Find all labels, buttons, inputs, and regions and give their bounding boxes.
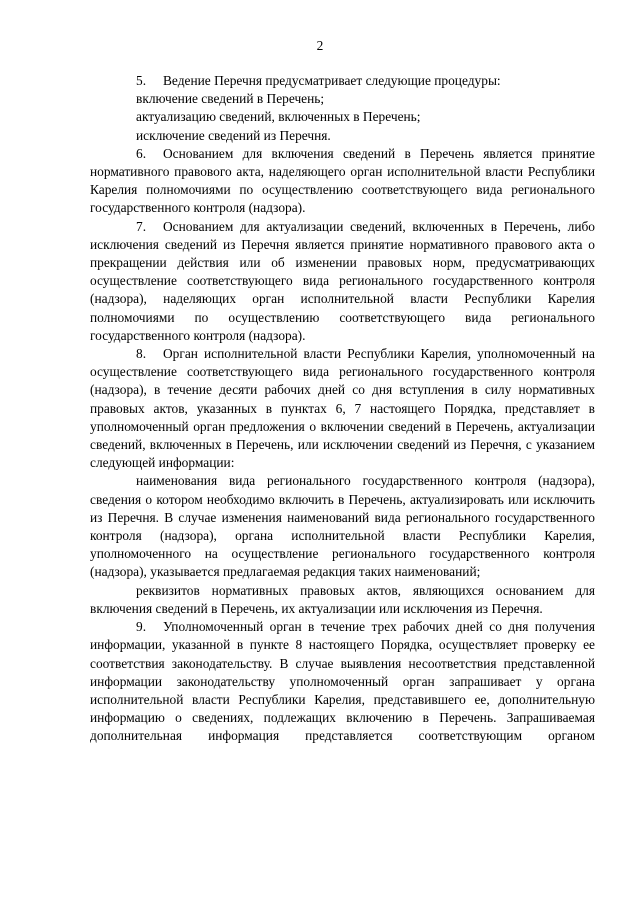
paragraph-item-8 [90, 345, 595, 472]
item-number: 5. [136, 73, 147, 88]
page-number: 2 [316, 38, 324, 53]
item-number: 7. [136, 218, 147, 234]
item-text: Основанием для актуализации сведений, включенных в Перечень, либо исключения сведений из Перечня является принятие нормативного правового акта о прекращении действия или об изменении правовых норм, предусматривающих осуществление соответствующего вида регионального государственного контроля (надзора), наделяющих орган исполнительной власти Республики Карелия полномочиями по осуществлению соответствующего вида регионального государственного контроля (надзора). [90, 218, 595, 343]
paragraph-item-7 [90, 218, 595, 345]
subitem: актуализацию сведений, включенных в Перечень; [136, 109, 421, 125]
document-body [90, 72, 595, 746]
item-number: 6. [136, 145, 147, 161]
subitem: исключение сведений из Перечня. [136, 127, 331, 143]
paragraph-item-8-detail-2: реквизитов нормативных правовых актов, являющихся основанием для включения сведений в Перечень, их актуализации или исключения из Перечня. [90, 582, 595, 616]
item-number: 9. [136, 619, 147, 635]
item-text: Основанием для включения сведений в Перечень является принятие нормативного правового акта, наделяющего орган исполнительной власти Республики Карелия полномочиями по осуществлению соответствующего вида регионального государственного контроля (надзора). [90, 145, 595, 216]
item-number: 8. [136, 346, 147, 362]
paragraph-item-8-detail-1: наименования вида регионального государственного контроля (надзора), сведения о котором необходимо включить в Перечень, актуализировать или исключить из Перечня. В случае изменения наименований вида регионального государственного контроля (надзора), органа исполнительной власти Республики Карелия, уполномоченного на осуществление регионального государственного контроля (надзора), указывается предлагаемая редакция таких наименований; [90, 473, 595, 580]
item-text: Ведение Перечня предусматривает следующие процедуры: [163, 73, 501, 88]
item-text: Уполномоченный орган в течение трех рабочих дней со дня получения информации, указанной в пункте 8 настоящего Порядка, осуществляет проверку ее соответствия законодательству. В случае выявления несоответствия представленной информации законодательству уполномоченный орган запрашивает у органа исполнительной власти Республики Карелия, представившего ее, дополнительную информацию о сведениях, подлежащих включению в Перечень. Запрашиваемая дополнительная информация представляется соответствующим органом [90, 619, 595, 744]
paragraph-item-6 [90, 145, 595, 218]
item-text: Орган исполнительной власти Республики Карелия, уполномоченный на осуществление соответствующего вида регионального государственного контроля (надзора), в течение десяти рабочих дней со дня вступления в силу нормативных правовых актов, указанных в пунктах 6, 7 настоящего Порядка, представляет в уполномоченный орган предложения о включении сведений в Перечень, актуализации сведений, включенных в Перечень, или исключении сведений из Перечня, с указанием следующей информации: [90, 346, 595, 471]
subitem: включение сведений в Перечень; [136, 91, 325, 107]
paragraph-item-5 [90, 72, 595, 90]
paragraph-item-9 [90, 618, 595, 745]
